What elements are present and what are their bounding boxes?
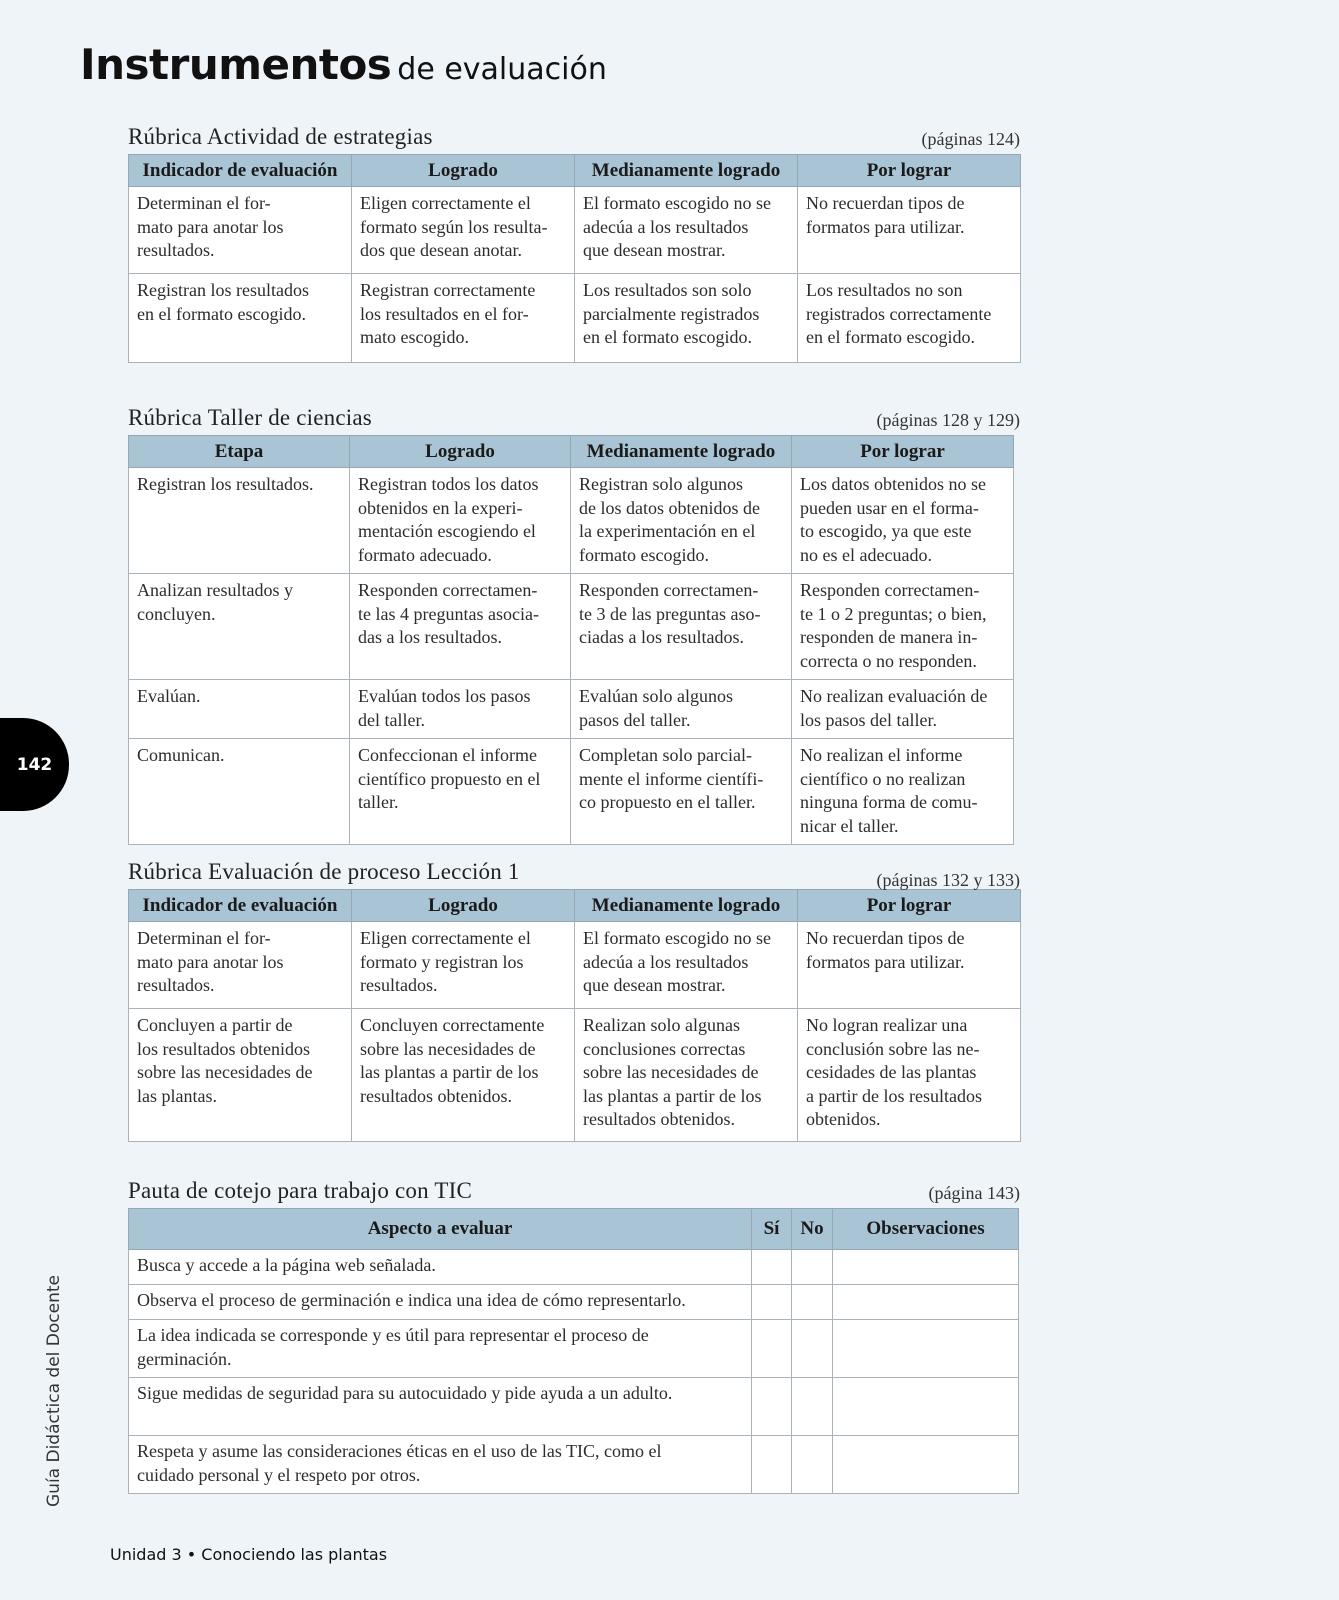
rubric-table: [128, 435, 1014, 845]
table-cell: No realizan evaluación de los pasos del taller.: [792, 680, 1014, 739]
table-cell: Realizan solo algunas conclusiones correctas sobre las necesidades de las plantas a partir de los resultados obtenidos.: [575, 1009, 798, 1142]
table-cell: Registran solo algunos de los datos obtenidos de la experimentación en el formato escogido.: [571, 468, 792, 574]
section-pages: (páginas 124): [921, 129, 1020, 149]
column-header: Logrado: [350, 436, 571, 468]
column-header: Etapa: [129, 436, 350, 468]
section-pages: (página 143): [928, 1183, 1020, 1203]
table-row: [129, 739, 1014, 845]
table-cell: No realizan el informe científico o no realizan ninguna forma de comu- nicar el taller.: [792, 739, 1014, 845]
column-header: Por lograr: [792, 436, 1014, 468]
observations-cell[interactable]: [833, 1250, 1019, 1285]
column-header: Medianamente logrado: [575, 155, 798, 187]
aspect-cell: Busca y accede a la página web señalada.: [129, 1250, 752, 1285]
si-checkbox-cell[interactable]: [752, 1436, 792, 1494]
table-row: [129, 187, 1021, 274]
column-header: Logrado: [352, 155, 575, 187]
observations-cell[interactable]: [833, 1320, 1019, 1378]
section-pages: (páginas 128 y 129): [876, 410, 1020, 430]
table-cell: El formato escogido no se adecúa a los resultados que desean mostrar.: [575, 922, 798, 1009]
column-header: Observaciones: [833, 1209, 1019, 1250]
section-title: Rúbrica Evaluación de proceso Lección 1: [128, 859, 520, 884]
side-vertical-label: Guía Didáctica del Docente: [44, 1275, 64, 1507]
table-cell: No logran realizar una conclusión sobre las ne- cesidades de las plantas a partir de los resultados obtenidos.: [798, 1009, 1021, 1142]
aspect-cell: Sigue medidas de seguridad para su autocuidado y pide ayuda a un adulto.: [129, 1378, 752, 1436]
rubric-taller-section: [128, 403, 1020, 845]
column-header: Medianamente logrado: [571, 436, 792, 468]
observations-cell[interactable]: [833, 1285, 1019, 1320]
column-header: Por lograr: [798, 890, 1021, 922]
page-number: 142: [16, 754, 53, 775]
table-row: [129, 1378, 1019, 1436]
rubric-actividad-section: [128, 122, 1020, 363]
section-pages: (páginas 132 y 133): [876, 870, 1020, 890]
page-title-rest: de evaluación: [397, 52, 607, 87]
table-header-row: [129, 436, 1014, 468]
column-header: Indicador de evaluación: [129, 890, 352, 922]
table-row: [129, 1285, 1019, 1320]
column-header: Sí: [752, 1209, 792, 1250]
table-cell: Registran los resultados.: [129, 468, 350, 574]
aspect-cell: La idea indicada se corresponde y es útil para representar el proceso de germinación.: [129, 1320, 752, 1378]
table-cell: Eligen correctamente el formato y registran los resultados.: [352, 922, 575, 1009]
table-row: [129, 922, 1021, 1009]
table-cell: Registran los resultados en el formato escogido.: [129, 274, 352, 363]
table-row: [129, 680, 1014, 739]
section-title: Rúbrica Taller de ciencias: [128, 405, 372, 430]
column-header: Indicador de evaluación: [129, 155, 352, 187]
page-number-tab: [0, 718, 69, 811]
footer-unit: Unidad 3 • Conociendo las plantas: [110, 1545, 388, 1564]
table-cell: No recuerdan tipos de formatos para utilizar.: [798, 922, 1021, 1009]
si-checkbox-cell[interactable]: [752, 1378, 792, 1436]
column-header: No: [792, 1209, 833, 1250]
no-checkbox-cell[interactable]: [792, 1320, 833, 1378]
checklist-section: [128, 1176, 1018, 1494]
column-header: Por lograr: [798, 155, 1021, 187]
table-cell: Los datos obtenidos no se pueden usar en el forma- to escogido, ya que este no es el adecuado.: [792, 468, 1014, 574]
si-checkbox-cell[interactable]: [752, 1285, 792, 1320]
observations-cell[interactable]: [833, 1378, 1019, 1436]
table-header-row: [129, 890, 1021, 922]
table-cell: Completan solo parcial- mente el informe científi- co propuesto en el taller.: [571, 739, 792, 845]
table-cell: Responden correctamen- te las 4 preguntas asocia- das a los resultados.: [350, 574, 571, 680]
table-row: [129, 1250, 1019, 1285]
table-cell: Responden correctamen- te 1 o 2 preguntas; o bien, responden de manera in- correcta o no responden.: [792, 574, 1014, 680]
table-row: [129, 1009, 1021, 1142]
table-cell: No recuerdan tipos de formatos para utilizar.: [798, 187, 1021, 274]
section-title: Rúbrica Actividad de estrategias: [128, 124, 433, 149]
aspect-cell: Respeta y asume las consideraciones éticas en el uso de las TIC, como el cuidado personal y el respeto por otros.: [129, 1436, 752, 1494]
si-checkbox-cell[interactable]: [752, 1320, 792, 1378]
table-row: [129, 468, 1014, 574]
aspect-cell: Observa el proceso de germinación e indica una idea de cómo representarlo.: [129, 1285, 752, 1320]
table-cell: Evalúan.: [129, 680, 350, 739]
table-cell: Concluyen a partir de los resultados obtenidos sobre las necesidades de las plantas.: [129, 1009, 352, 1142]
column-header: Logrado: [352, 890, 575, 922]
table-cell: Los resultados no son registrados correctamente en el formato escogido.: [798, 274, 1021, 363]
page-title: [80, 40, 607, 89]
rubric-table: [128, 889, 1021, 1142]
no-checkbox-cell[interactable]: [792, 1250, 833, 1285]
checklist-table: [128, 1208, 1019, 1494]
no-checkbox-cell[interactable]: [792, 1378, 833, 1436]
column-header: Medianamente logrado: [575, 890, 798, 922]
si-checkbox-cell[interactable]: [752, 1250, 792, 1285]
rubric-leccion-section: [128, 857, 1020, 1142]
table-cell: Concluyen correctamente sobre las necesidades de las plantas a partir de los resultados obtenidos.: [352, 1009, 575, 1142]
table-cell: El formato escogido no se adecúa a los resultados que desean mostrar.: [575, 187, 798, 274]
table-cell: Eligen correctamente el formato según los resulta- dos que desean anotar.: [352, 187, 575, 274]
section-title: Pauta de cotejo para trabajo con TIC: [128, 1178, 472, 1203]
no-checkbox-cell[interactable]: [792, 1436, 833, 1494]
table-header-row: [129, 1209, 1019, 1250]
column-header: Aspecto a evaluar: [129, 1209, 752, 1250]
rubric-table: [128, 154, 1021, 363]
table-cell: Determinan el for- mato para anotar los resultados.: [129, 187, 352, 274]
table-row: [129, 574, 1014, 680]
table-row: [129, 1436, 1019, 1494]
table-cell: Los resultados son solo parcialmente registrados en el formato escogido.: [575, 274, 798, 363]
table-cell: Evalúan solo algunos pasos del taller.: [571, 680, 792, 739]
table-header-row: [129, 155, 1021, 187]
table-cell: Evalúan todos los pasos del taller.: [350, 680, 571, 739]
observations-cell[interactable]: [833, 1436, 1019, 1494]
table-cell: Registran correctamente los resultados en el for- mato escogido.: [352, 274, 575, 363]
table-row: [129, 274, 1021, 363]
table-cell: Determinan el for- mato para anotar los resultados.: [129, 922, 352, 1009]
no-checkbox-cell[interactable]: [792, 1285, 833, 1320]
page-title-bold: Instrumentos: [80, 40, 392, 89]
table-cell: Comunican.: [129, 739, 350, 845]
table-row: [129, 1320, 1019, 1378]
table-cell: Confeccionan el informe científico propuesto en el taller.: [350, 739, 571, 845]
table-cell: Registran todos los datos obtenidos en la experi- mentación escogiendo el formato adecuado.: [350, 468, 571, 574]
table-cell: Responden correctamen- te 3 de las preguntas aso- ciadas a los resultados.: [571, 574, 792, 680]
table-cell: Analizan resultados y concluyen.: [129, 574, 350, 680]
